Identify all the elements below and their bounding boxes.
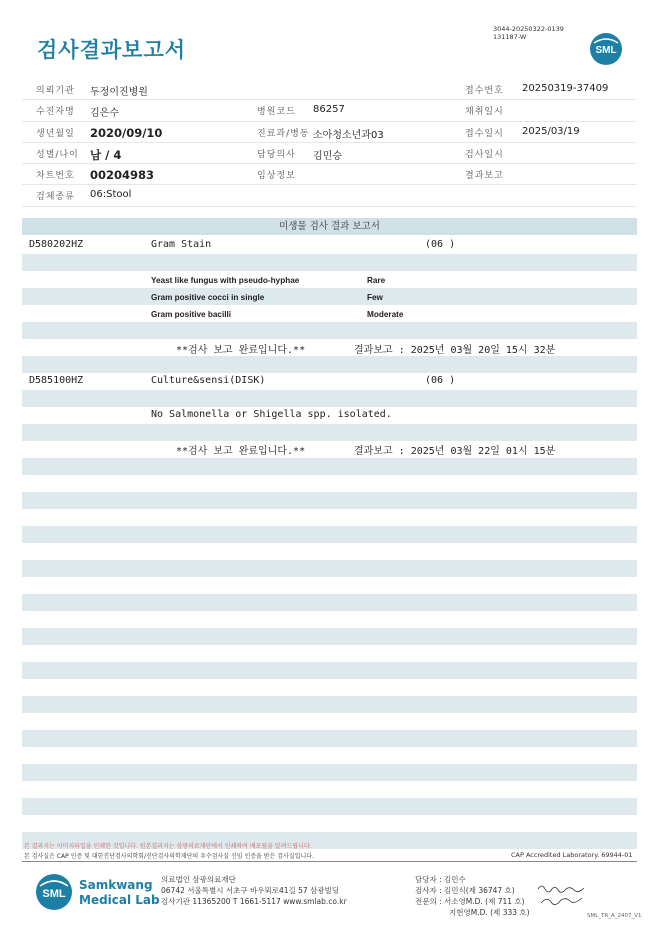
row-band bbox=[22, 356, 637, 373]
receipt-date-value: 2025/03/19 bbox=[522, 125, 580, 137]
row-band bbox=[22, 254, 637, 271]
page-title: 검사결과보고서 bbox=[37, 38, 187, 62]
row-band bbox=[22, 798, 637, 815]
collect-date-label: 채취일시 bbox=[465, 107, 504, 118]
row-band bbox=[22, 628, 637, 645]
patient-info-table bbox=[22, 79, 637, 207]
info-row bbox=[22, 185, 637, 206]
row-band bbox=[22, 594, 637, 611]
sex-age-value: 남 / 4 bbox=[90, 147, 122, 162]
accreditation-notice: 본 검사실은 CAP 인증 및 대한진단검사의학회/진단검사의학재단의 우수검사실 신임 인증을 받은 검사실입니다. bbox=[24, 853, 314, 860]
organism-name: Gram positive cocci in single bbox=[151, 293, 265, 302]
organism-name: Gram positive bacilli bbox=[151, 310, 232, 319]
test-name: Culture&sensi(DISK) bbox=[151, 375, 266, 386]
corporation-contact: 검사기관 11365200 T 1661-5117 www.smlab.co.kr bbox=[161, 897, 347, 906]
chart-value: 00204983 bbox=[90, 168, 155, 183]
doctor-value: 김민승 bbox=[313, 150, 342, 162]
staff-tester: 검사자 : 김민식(제 36747 호) bbox=[415, 886, 515, 895]
corporation-info bbox=[161, 874, 347, 907]
sex-age-label: 성별/나이 bbox=[36, 149, 79, 160]
info-row bbox=[22, 100, 637, 121]
brand-logo-text: SML bbox=[42, 888, 66, 900]
doctor-label: 담당의사 bbox=[257, 149, 296, 160]
form-number: SML_TR_A_2407_V1 bbox=[587, 913, 642, 919]
row-band bbox=[22, 322, 637, 339]
dept-label: 진료과/병동 bbox=[257, 128, 310, 139]
samkwang-logo-icon bbox=[34, 872, 74, 912]
hospital-code-value: 86257 bbox=[313, 104, 345, 116]
hospital-value: 두정이진병원 bbox=[90, 87, 148, 98]
organism-name: Yeast like fungus with pseudo-hyphae bbox=[151, 276, 300, 285]
row-band bbox=[22, 730, 637, 747]
sml-logo-text: SML bbox=[595, 45, 617, 56]
row-band bbox=[22, 424, 637, 441]
clinical-label: 임상정보 bbox=[257, 171, 296, 182]
name-value: 김은수 bbox=[90, 108, 119, 120]
row-band bbox=[22, 764, 637, 781]
test-name: Gram Stain bbox=[151, 239, 212, 250]
footer-divider bbox=[22, 861, 637, 862]
test-specimen: (06 ) bbox=[425, 375, 456, 386]
specimen-value: 06:Stool bbox=[90, 189, 132, 201]
brand-subname: Medical Lab bbox=[79, 893, 160, 907]
test-code: D585100HZ bbox=[29, 375, 84, 386]
info-row bbox=[22, 164, 637, 185]
section-title: 미생물 검사 결과 보고서 bbox=[22, 218, 637, 235]
test-code: D580202HZ bbox=[29, 239, 84, 250]
row-band bbox=[22, 662, 637, 679]
row-band bbox=[22, 492, 637, 509]
row-band bbox=[22, 288, 637, 305]
info-row bbox=[22, 79, 637, 100]
specimen-label: 검체종류 bbox=[36, 192, 75, 203]
corporation-name: 의료법인 삼광의료재단 bbox=[161, 875, 236, 884]
organism-grade: Rare bbox=[367, 276, 386, 285]
report-label: 결과보고 bbox=[465, 171, 504, 182]
report-complete-text: **검사 보고 완료입니다.** bbox=[176, 446, 306, 457]
row-band bbox=[22, 458, 637, 475]
row-band bbox=[22, 560, 637, 577]
name-label: 수진자명 bbox=[36, 107, 75, 118]
row-band bbox=[22, 390, 637, 407]
corporation-address: 06742 서울특별시 서초구 바우뫼로41길 57 삼광빌딩 bbox=[161, 886, 340, 895]
staff-specialist: 전문의 : 서소영M.D. (제 711 호) bbox=[415, 897, 525, 906]
receipt-date-label: 접수일시 bbox=[465, 128, 504, 139]
dept-value: 소아청소년과03 bbox=[313, 129, 384, 141]
image-print-notice: 본 결과지는 이미지파일을 인쇄한 것입니다. 원본결과지는 삼광의료재단에서 인쇄하여 배포될을 알려드립니다. bbox=[24, 843, 312, 850]
doc-code: 3044-20250322-0139 131187-W bbox=[493, 25, 564, 41]
hospital-label: 의뢰기관 bbox=[36, 86, 75, 96]
birth-value: 2020/09/10 bbox=[90, 125, 163, 140]
row-band bbox=[22, 526, 637, 543]
test-date-label: 검사일시 bbox=[465, 149, 504, 160]
receipt-no-label: 접수번호 bbox=[465, 86, 504, 96]
hospital-code-label: 병원코드 bbox=[257, 107, 296, 118]
culture-result-text: No Salmonella or Shigella spp. isolated. bbox=[151, 409, 392, 420]
signature-icon bbox=[535, 880, 595, 908]
row-band bbox=[22, 696, 637, 713]
birth-label: 생년월일 bbox=[36, 128, 75, 139]
staff-manager: 담당자 : 김민수 bbox=[415, 875, 466, 884]
info-row bbox=[22, 122, 637, 143]
cap-accreditation: CAP Accredited Laboratory. 69944-01 bbox=[511, 851, 633, 859]
receipt-no-value: 20250319-37409 bbox=[522, 83, 609, 94]
staff-specialist-2: 지현영M.D. (제 333 호) bbox=[449, 908, 530, 917]
brand-name: Samkwang bbox=[79, 878, 153, 892]
sml-logo-icon bbox=[588, 31, 624, 67]
test-specimen: (06 ) bbox=[425, 239, 456, 250]
report-datetime: 결과보고 : 2025년 03월 20일 15시 32분 bbox=[354, 345, 556, 356]
report-complete-text: **검사 보고 완료입니다.** bbox=[176, 345, 306, 356]
organism-grade: Moderate bbox=[367, 310, 404, 319]
organism-grade: Few bbox=[367, 293, 383, 302]
chart-label: 차트번호 bbox=[36, 171, 75, 182]
staff-block bbox=[415, 874, 530, 918]
report-datetime: 결과보고 : 2025년 03월 22일 01시 15분 bbox=[354, 446, 556, 457]
info-row bbox=[22, 143, 637, 164]
